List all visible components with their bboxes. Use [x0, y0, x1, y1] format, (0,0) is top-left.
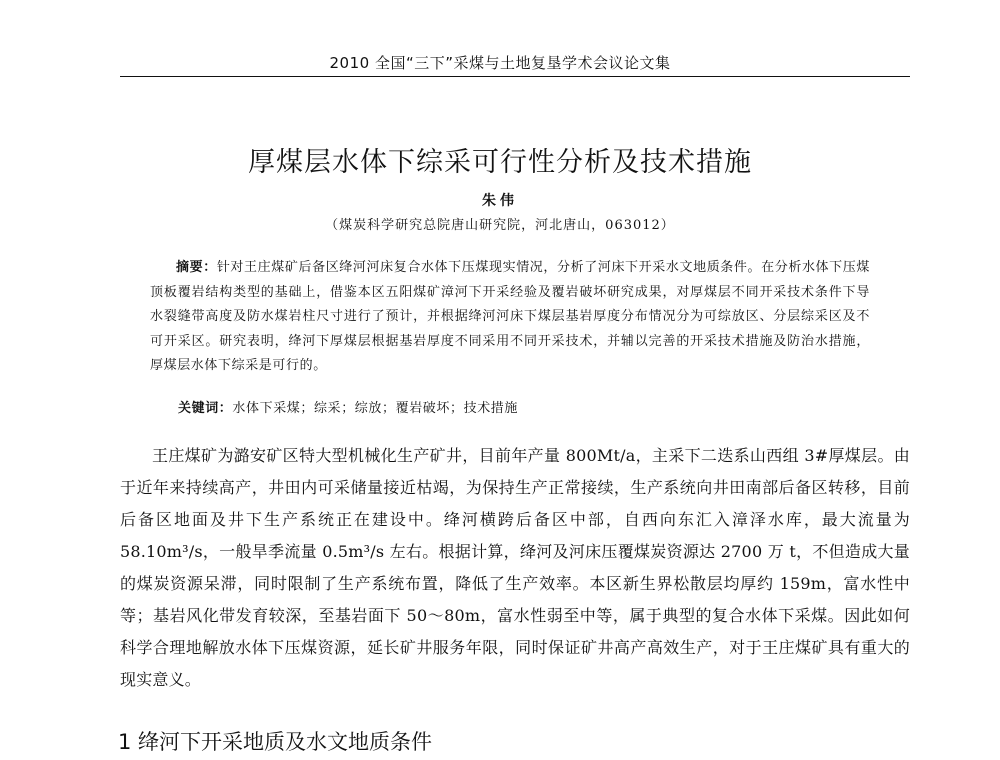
section-heading: 1 绛河下开采地质及水文地质条件 [118, 730, 433, 754]
author-affiliation: （煤炭科学研究总院唐山研究院，河北唐山，063012） [325, 218, 675, 233]
keywords [178, 397, 878, 416]
running-header: 2010 全国“三下”采煤与土地复垦学术会议论文集 [329, 54, 671, 72]
keywords-text: 水体下采煤；综采；综放；覆岩破坏；技术措施 [232, 401, 519, 416]
abstract-text: 针对王庄煤矿后备区绛河河床复合水体下压煤现实情况，分析了河床下开采水文地质条件。在分析水体下压煤顶板覆岩结构类型的基础上，借鉴本区五阳煤矿漳河下开采经验及覆岩破坏研究成果，对厚煤层不同开采技术条件下导水裂缝带高度及防水煤岩柱尺寸进行了预计，并根据绛河河床下煤层基岩厚度分布情况分为可综放区、分层综采区及不可开采区。研究表明，绛河下厚煤层根据基岩厚度不同采用不同开采技术，并辅以完善的开采技术措施及防治水措施，厚煤层水体下综采是可行的。 [150, 260, 870, 373]
abstract-label: 摘要： [176, 260, 217, 275]
header-rule [120, 76, 910, 77]
keywords-label: 关键词： [178, 401, 233, 416]
paper-title: 厚煤层水体下综采可行性分析及技术措施 [248, 147, 752, 178]
abstract [150, 256, 870, 379]
body-paragraph: 王庄煤矿为潞安矿区特大型机械化生产矿井，目前年产量 800Mt/a，主采下二迭系山西组 3#厚煤层。由于近年来持续高产，井田内可采储量接近枯竭，为保持生产正常接续，生产系统向井田南部后备区转移，目前后备区地面及井下生产系统正在建设中。绛河横跨后备区中部，自西向东汇入漳泽水库，最大流量为 58.10m³/s，一般旱季流量 0.5m³/s 左右。根据计算，绛河及河床压覆煤炭资源达 2700 万 t，不但造成大量的煤炭资源呆滞，同时限制了生产系统布置，降低了生产效率。本区新生界松散层均厚约 159m，富水性中等；基岩风化带发育较深，至基岩面下 50～80m，富水性弱至中等，属于典型的复合水体下采煤。因此如何科学合理地解放水体下压煤资源，延长矿井服务年限，同时保证矿井高产高效生产，对于王庄煤矿具有重大的现实意义。 [120, 446, 910, 689]
author-name: 朱伟 [482, 193, 518, 209]
